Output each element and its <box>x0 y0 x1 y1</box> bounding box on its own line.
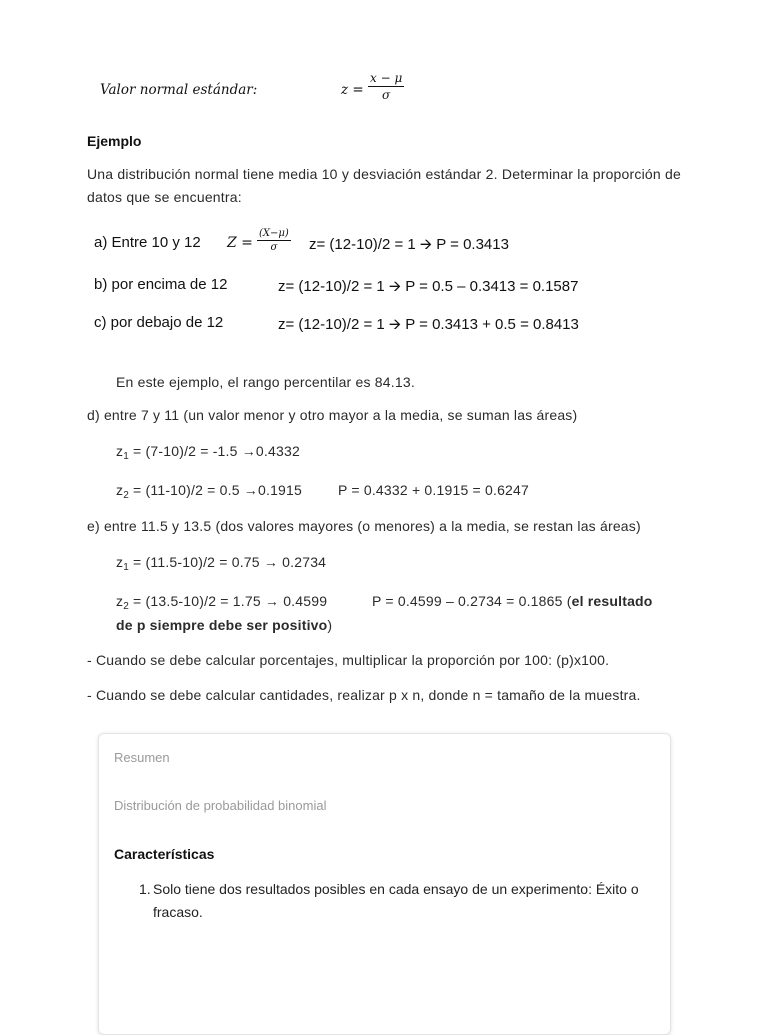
item-d-z1-sub: 1 <box>123 451 129 462</box>
item-d-z2-calc: = (11-10)/2 = 0.5 →0.1915 <box>128 482 303 498</box>
item-b-calc: z= (12-10)/2 = 1 🡪 P = 0.5 – 0.3413 = 0.1587 <box>278 278 579 295</box>
item-e-z1 <box>116 554 326 573</box>
example-intro: Una distribución normal tiene media 10 y desviación estándar 2. Determinar la proporción de datos que se encuentra: <box>87 166 681 205</box>
item-d-z2-prefix: z <box>116 482 124 498</box>
item-e-p-calc: P = 0.4599 – 0.2734 = 0.1865 ( <box>372 593 572 609</box>
item-e-label: e) entre 11.5 y 13.5 (dos valores mayores (o menores) a la media, se restan las áreas) <box>87 518 641 534</box>
item-a-z-fraction <box>257 228 291 253</box>
item-c-label: c) por debajo de 12 <box>94 314 224 331</box>
item-d-label: d) entre 7 y 11 (un valor menor y otro mayor a la media, se suman las áreas) <box>87 407 578 423</box>
item-d-z2-sub: 2 <box>123 490 129 501</box>
note-count: - Cuando se debe calcular cantidades, realizar p x n, donde n = tamaño de la muestra. <box>87 687 641 703</box>
item-d-z2 <box>116 482 302 501</box>
formula-label: Valor normal estándar: <box>100 82 258 98</box>
item-d-p: P = 0.4332 + 0.1915 = 0.6247 <box>338 482 530 498</box>
formula-lhs: z = <box>341 82 364 98</box>
item-a-calc: z= (12-10)/2 = 1 🡪 P = 0.3413 <box>309 236 509 253</box>
example-heading: Ejemplo <box>87 133 142 149</box>
card-section-title: Distribución de probabilidad binomial <box>114 798 327 813</box>
item-e-p <box>372 593 653 609</box>
item-e-p-cont <box>116 617 332 633</box>
item-e-z2-calc: = (13.5-10)/2 = 1.75 → 0.4599 <box>128 593 328 609</box>
item-e-z1-calc: = (11.5-10)/2 = 0.75 → 0.2734 <box>128 554 327 570</box>
item-c-calc: z= (12-10)/2 = 1 🡪 P = 0.3413 + 0.5 = 0.8413 <box>278 316 579 333</box>
item-a-z-denominator: σ <box>270 242 278 253</box>
item-d-z1-calc: = (7-10)/2 = -1.5 →0.4332 <box>128 443 300 459</box>
item-a-label: a) Entre 10 y 12 <box>94 234 201 251</box>
item-e-z1-sub: 1 <box>123 562 129 573</box>
list-item-number: 1. <box>139 881 151 897</box>
note-percent: - Cuando se debe calcular porcentajes, multiplicar la proporción por 100: (p)x100. <box>87 652 610 668</box>
item-e-z2 <box>116 593 327 612</box>
formula-fraction <box>368 71 404 102</box>
item-e-z1-prefix: z <box>116 554 124 570</box>
item-b-label: b) por encima de 12 <box>94 276 228 293</box>
formula-numerator: x − μ <box>370 71 403 85</box>
item-e-bold-1: el resultado <box>571 593 653 609</box>
item-e-z2-sub: 2 <box>123 601 129 612</box>
item-a-z-numerator: (X−μ) <box>259 228 289 239</box>
item-e-bold-2: de p siempre debe ser positivo <box>116 617 328 633</box>
summary-card <box>98 733 671 1035</box>
item-d-z1-prefix: z <box>116 443 124 459</box>
item-a-z-lhs: Z = <box>227 235 253 251</box>
list-item-text: Solo tiene dos resultados posibles en cada ensayo de un experimento: Éxito o fracaso. <box>153 881 639 920</box>
card-subheading: Características <box>114 846 215 862</box>
formula-denominator: σ <box>382 88 391 102</box>
item-e-close: ) <box>327 617 333 633</box>
item-d-z1 <box>116 443 300 462</box>
percentile-note: En este ejemplo, el rango percentilar es 84.13. <box>116 374 415 390</box>
card-summary-label: Resumen <box>114 750 170 765</box>
item-e-z2-prefix: z <box>116 593 124 609</box>
